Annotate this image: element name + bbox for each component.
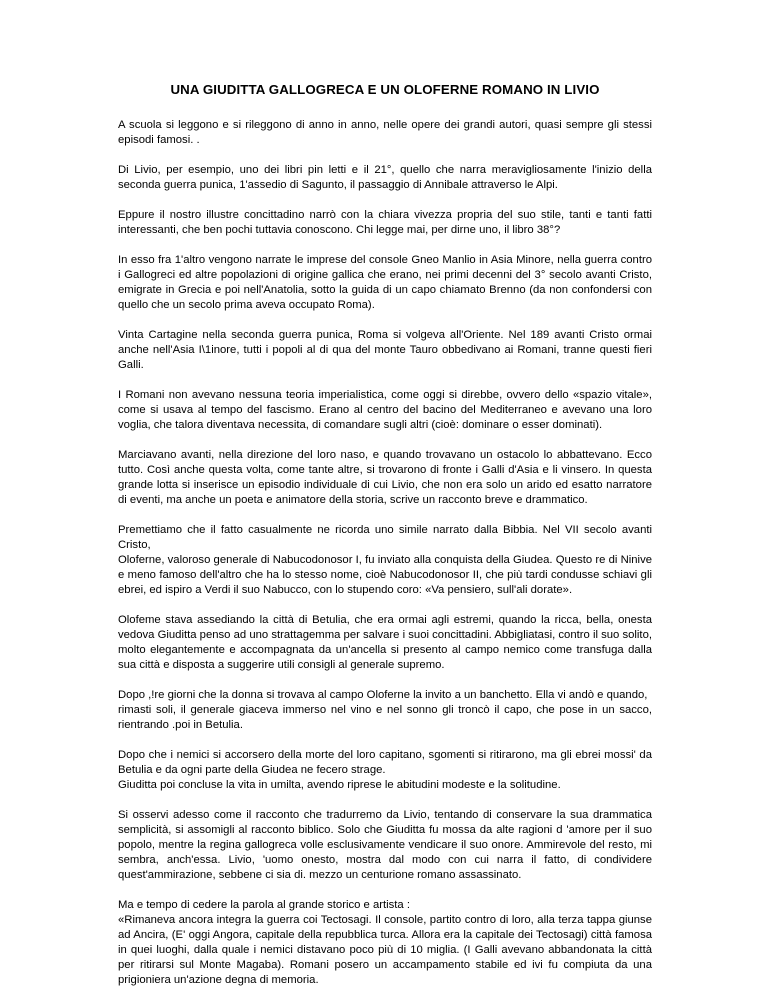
paragraph-9: Olofeme stava assediando la città di Betulia, che era ormai agli estremi, quando la ricca, bella, onesta vedova Giuditta penso ad uno strattagemma per salvare i suoi concittadini. Abbigliatasi, contro il suo solito, molto elegantemente e accompagnata da un'ancella si presento al campo nemico come transfuga dalla sua città e disposta a suggerire utili consigli al generale supremo.: [118, 614, 652, 671]
paragraph-2: Di Livio, per esempio, uno dei libri pin letti e il 21°, quello che narra meravigliosamente l'inizio della seconda guerra punica, 1'assedio di Sagunto, il passaggio di Annibale attraverso le Alpi.: [118, 164, 652, 191]
paragraph-7: Marciavano avanti, nella direzione del loro naso, e quando trovavano un ostacolo lo abbattevano. Ecco tutto. Così anche questa volta, come tante altre, si trovarono di fronte i Galli d'Asia e li vinsero. In questa grande lotta si inserisce un episodio individuale di cui Livio, che non era solo un arido ed esatto narratore di eventi, ma anche un poeta e animatore della storia, scrive un racconto breve e drammatico.: [118, 449, 652, 506]
paragraph-4: In esso fra 1'altro vengono narrate le imprese del console Gneo Manlio in Asia Minore, nella guerra contro i Gallogreci ed altre popolazioni di origine gallica che erano, nei primi decenni del 3° secolo avanti Cristo, emigrate in Grecia e poi nell'Anatolia, sotto la guida di un capo chiamato Brenno (da non confondersi con quello che un secolo prima aveva occupato Roma).: [118, 254, 652, 311]
paragraph-3: Eppure il nostro illustre concittadino narrò con la chiara vivezza propria del suo stile, tanti e tanti fatti interessanti, che ben pochi tuttavia conoscono. Chi legge mai, per dirne uno, il libro 38°?: [118, 209, 652, 236]
paragraph-8: Premettiamo che il fatto casualmente ne ricorda uno simile narrato dalla Bibbia. Nel VII secolo avanti Cristo, Oloferne, valoroso generale di Nabucodonosor I, fu inviato alla conquista della Giudea. Questo re di Ninive e meno famoso dell'altro che ha lo stesso nome, cioè Nabucodonosor II, che più tardi condusse schiavi gli ebrei, ed ispiro a Verdi il suo Nabucco, con lo stupendo coro: «Va pensiero, sull'ali dorate».: [118, 524, 652, 596]
paragraph-6: I Romani non avevano nessuna teoria imperialistica, come oggi si direbbe, ovvero dello «spazio vitale», come si usava al tempo del fascismo. Erano al centro del bacino del Mediterraneo e avevano una loro voglia, che talora diventava necessita, di comandare sugli altri (cioè: dominare o esser dominati).: [118, 389, 652, 431]
paragraph-5: Vinta Cartagine nella seconda guerra punica, Roma si volgeva all'Oriente. Nel 189 avanti Cristo ormai anche nell'Asia I\1inore, tutti i popoli al di qua del monte Tauro obbedivano ai Romani, tranne questi fieri Galli.: [118, 329, 652, 371]
document-page: [118, 82, 652, 1003]
paragraph-1: A scuola si leggono e si rileggono di anno in anno, nelle opere dei grandi autori, quasi sempre gli stessi episodi famosi. .: [118, 119, 652, 146]
paragraph-11: Dopo che i nemici si accorsero della morte del loro capitano, sgomenti si ritirarono, ma gli ebrei mossi' da Betulia e da ogni parte della Giudea ne fecero strage. Giuditta poi concluse la vita in umilta, avendo riprese le abitudini modeste e la solitudine.: [118, 749, 652, 791]
paragraph-10: Dopo ,!re giorni che la donna si trovava al campo Oloferne la invito a un banchetto. Ella vi andò e quando, rimasti soli, il generale giaceva immerso nel vino e nel sonno gli troncò il capo, che pose in un sacco, rientrando .poi in Betulia.: [118, 689, 652, 731]
document-title: UNA GIUDITTA GALLOGRECA E UN OLOFERNE ROMANO IN LIVIO: [170, 82, 600, 97]
paragraph-12: Si osservi adesso come il racconto che tradurremo da Livio, tentando di conservare la sua drammatica semplicità, si assomigli al racconto biblico. Solo che Giuditta fu mossa da alte ragioni d 'amore per il suo popolo, mentre la regina gallogreca volle esclusivamente vendicare il suo onore. Ammirevole del resto, mi sembra, anch'essa. Livio, 'uomo onesto, mostra dal modo con cui narra il fatto, di condividere quest'ammirazione, sebbene ci sia di. mezzo un centurione romano assassinato.: [118, 809, 652, 881]
paragraph-13: Ma e tempo di cedere la parola al grande storico e artista : «Rimaneva ancora integra la guerra coi Tectosagi. Il console, partito contro di loro, alla terza tappa giunse ad Ancira, (E' oggi Angora, capitale della repubblica turca. Allora era la capitale dei Tectosagi) città famosa in quei luoghi, dalla quale i nemici distavano poco più di 10 miglia. (I Galli avevano abbandonata la città per ritirarsi sul Monte Magaba). Romani posero un accampamento stabile ed ivi fu compiuta da una prigioniera un'azione degna di memoria.: [118, 899, 652, 986]
